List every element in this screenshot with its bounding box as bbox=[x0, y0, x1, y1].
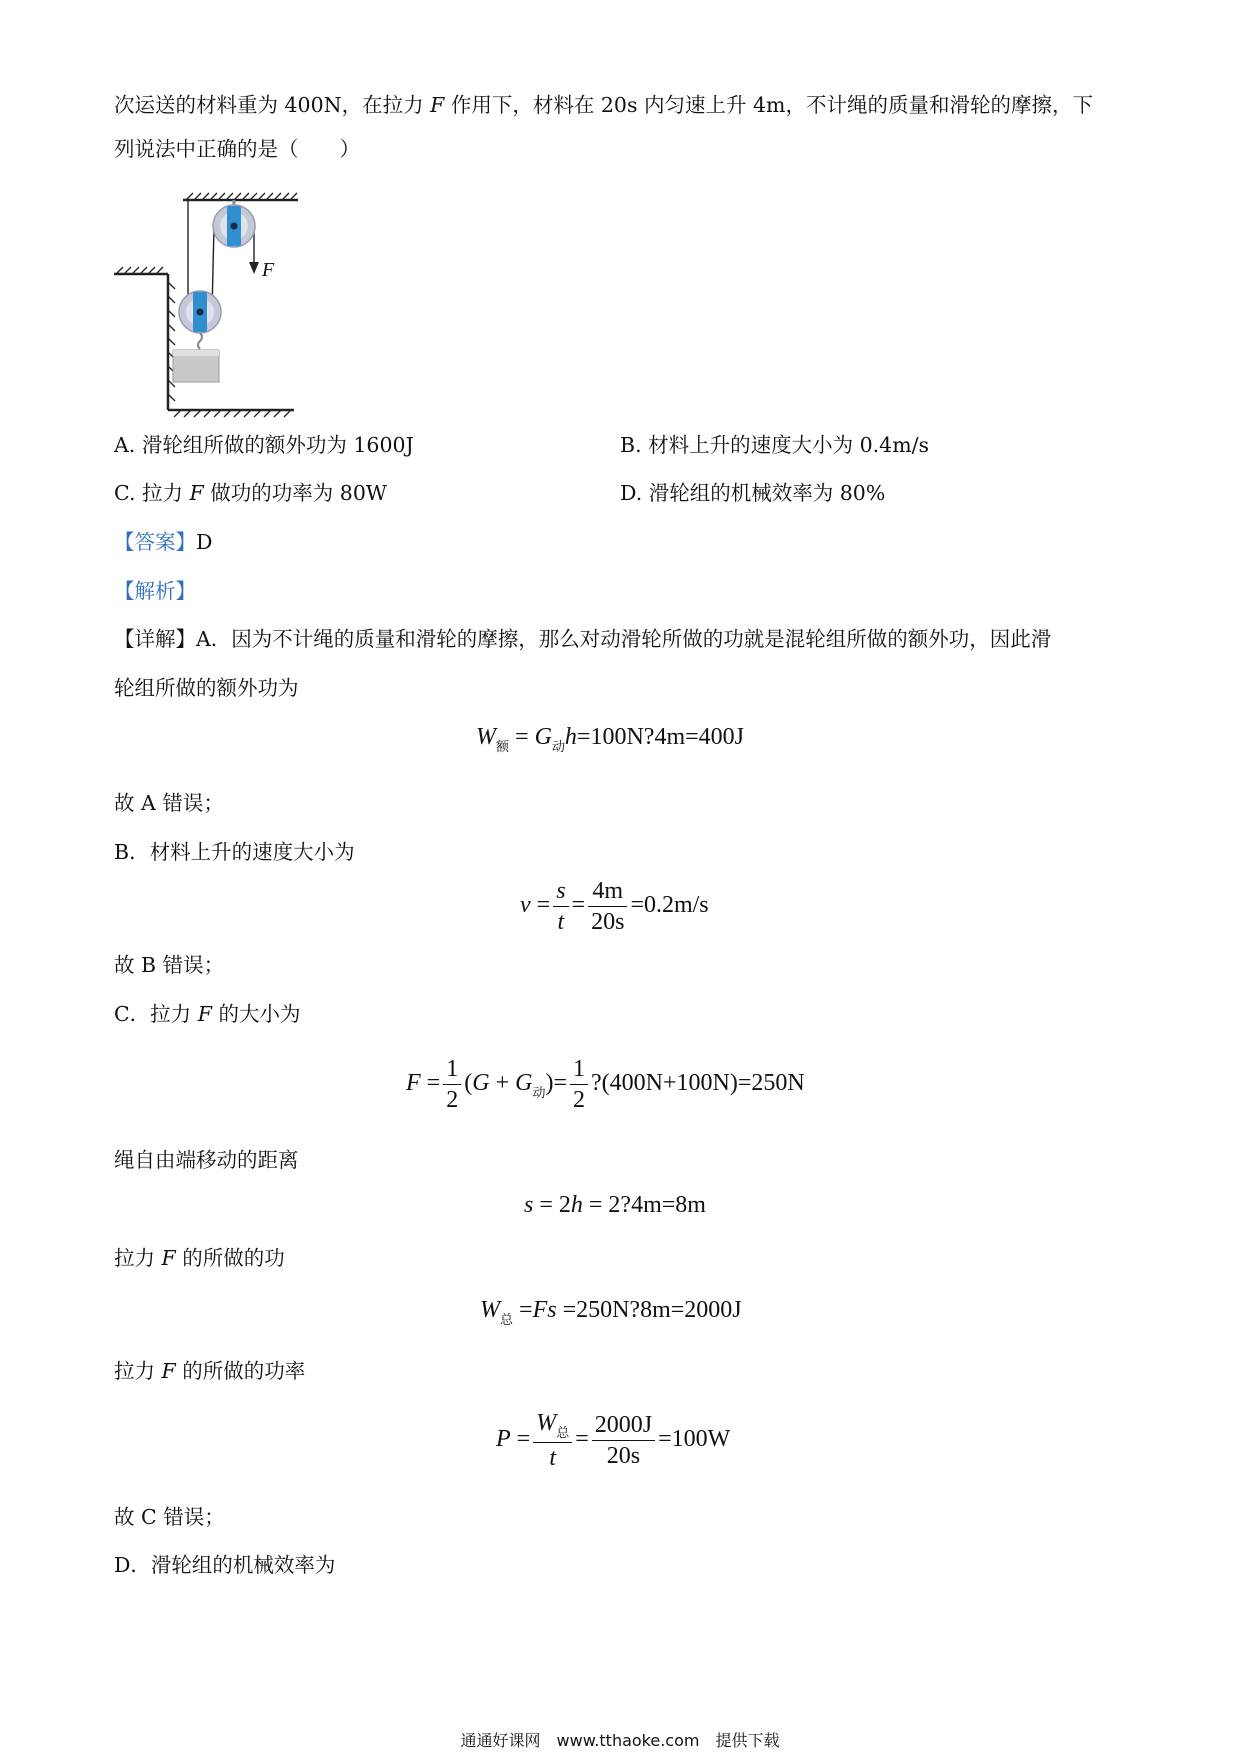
conclusion-b: 故 B 错误； bbox=[114, 953, 225, 977]
question-line-1: 次运送的材料重为 400N，在拉力 F 作用下，材料在 20s 内匀速上升 4m，不计绳的质量和滑轮的摩擦，下 bbox=[114, 93, 1093, 117]
page-footer: 通通好课网 www.tthaoke.com 提供下载 bbox=[460, 1731, 780, 1750]
force-label: F bbox=[262, 259, 275, 281]
detail-line-a2: 轮组所做的额外功为 bbox=[114, 676, 299, 700]
detail-line-distance: 绳自由端移动的距离 bbox=[114, 1148, 299, 1172]
equation-power: P = $\frac{W_总}{t}$ = $\frac{2000J}{20s}$ =100W bbox=[496, 1410, 731, 1471]
detail-line-work: 拉力 F 的所做的功 bbox=[114, 1246, 285, 1270]
option-d: D. 滑轮组的机械效率为 80% bbox=[620, 481, 886, 505]
analysis-label: 【解析】 bbox=[114, 579, 196, 603]
equation-extra-work: $W_额$ = $G_动h=100N?4m=400J$ bbox=[476, 724, 744, 755]
detail-line-b: B．材料上升的速度大小为 bbox=[114, 840, 355, 864]
answer-value: D bbox=[196, 530, 213, 554]
equation-speed: v = $\frac{s}{t}$ = $\frac{4m}{20s}$ =0.2m/s bbox=[520, 878, 709, 935]
detail-line-c: C．拉力 F 的大小为 bbox=[114, 1002, 301, 1026]
equation-force: F = $\frac{1}{2}$ $(G + G_动)=$ $\frac{1}{2}$ ?(400N+100N)=250N bbox=[406, 1056, 805, 1113]
answer-label: 【答案】 bbox=[114, 530, 196, 554]
conclusion-c: 故 C 错误； bbox=[114, 1505, 225, 1529]
conclusion-a: 故 A 错误； bbox=[114, 791, 224, 815]
option-c: C. 拉力 F 做功的功率为 80W bbox=[114, 481, 387, 505]
option-b: B. 材料上升的速度大小为 0.4m/s bbox=[620, 433, 930, 457]
question-line-2: 列说法中正确的是（ ） bbox=[114, 137, 360, 161]
option-a: A. 滑轮组所做的额外功为 1600J bbox=[114, 433, 414, 457]
pulley-figure bbox=[108, 192, 308, 420]
detail-line-power: 拉力 F 的所做的功率 bbox=[114, 1359, 306, 1383]
equation-total-work: $W_总 =Fs$ =250N?8m=2000J bbox=[480, 1297, 742, 1328]
detail-line-a1: 【详解】A．因为不计绳的质量和滑轮的摩擦，那么对动滑轮所做的功就是混轮组所做的额外功，因此滑 bbox=[114, 627, 1052, 651]
detail-line-d: D．滑轮组的机械效率为 bbox=[114, 1553, 336, 1577]
answer-line bbox=[114, 527, 212, 557]
equation-distance: s = 2h = 2?4m=8m bbox=[524, 1192, 706, 1218]
